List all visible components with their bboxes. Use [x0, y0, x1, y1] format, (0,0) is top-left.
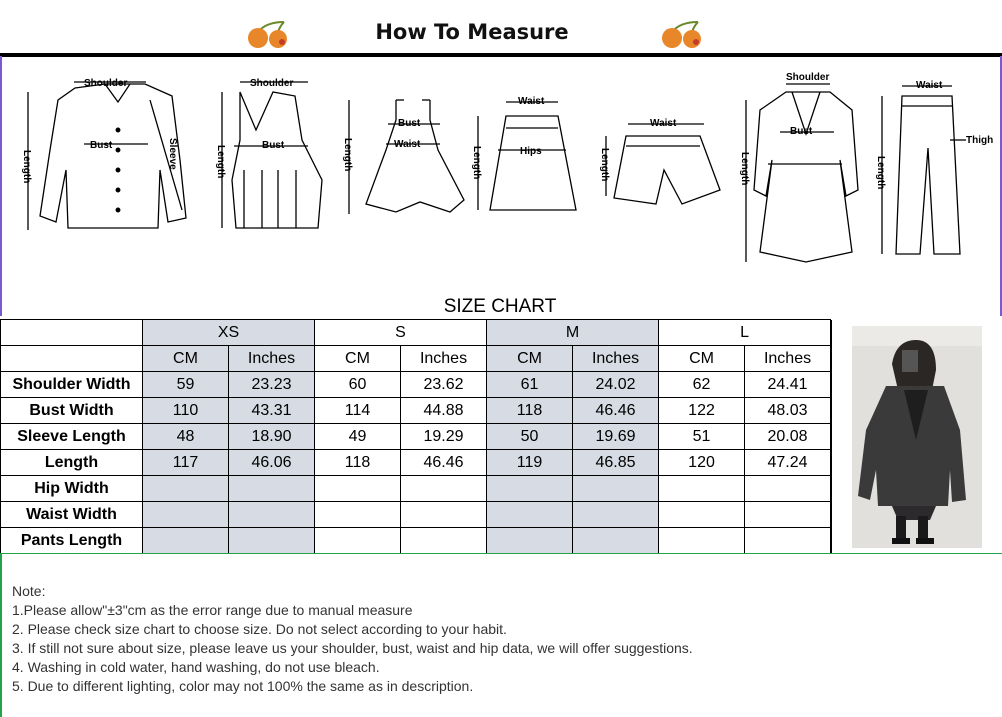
table-cell — [315, 476, 401, 502]
skirt-length-label: Length — [471, 146, 482, 180]
table-row — [1, 502, 831, 528]
skirt-waist-label: Waist — [518, 96, 545, 107]
table-cell — [487, 528, 573, 554]
row-label: Waist Width — [1, 502, 143, 528]
table-cell: 23.23 — [229, 372, 315, 398]
coat-diagram — [746, 84, 858, 262]
size-header-xs: XS — [143, 320, 315, 346]
table-cell: 51 — [659, 424, 745, 450]
table-cell — [143, 502, 229, 528]
note-line: 3. If still not sure about size, please leave us your shoulder, bust, waist and hip data, we will offer suggestions. — [12, 640, 693, 656]
table-cell — [745, 528, 831, 554]
table-cell: 49 — [315, 424, 401, 450]
size-chart-title: SIZE CHART — [443, 296, 557, 317]
row-label: Pants Length — [1, 528, 143, 554]
blouse-length-label: Length — [21, 150, 32, 184]
pants-diagram — [882, 86, 966, 254]
dress-length-label: Length — [342, 138, 353, 172]
notes-title: Note: — [12, 583, 46, 599]
table-cell — [659, 502, 745, 528]
tank-shoulder-label: Shoulder — [250, 78, 294, 89]
table-cell: 24.02 — [573, 372, 659, 398]
table-cell — [745, 476, 831, 502]
table-cell: 120 — [659, 450, 745, 476]
table-cell: 19.29 — [401, 424, 487, 450]
table-row — [1, 424, 831, 450]
phone-icon — [902, 350, 918, 372]
table-cell: 48.03 — [745, 398, 831, 424]
table-cell — [315, 528, 401, 554]
dress-waist-label: Waist — [394, 139, 421, 150]
table-cell — [401, 476, 487, 502]
unit-header: CM — [487, 346, 573, 372]
row-label: Sleeve Length — [1, 424, 143, 450]
measurement-diagrams — [0, 58, 1002, 300]
shorts-diagram — [606, 124, 720, 204]
unit-header: CM — [659, 346, 745, 372]
table-cell — [229, 502, 315, 528]
table-cell: 20.08 — [745, 424, 831, 450]
table-cell — [573, 476, 659, 502]
tank-diagram — [222, 82, 322, 228]
table-cell — [659, 528, 745, 554]
skirt-hips-label: Hips — [520, 146, 542, 157]
table-cell — [573, 528, 659, 554]
table-cell: 110 — [143, 398, 229, 424]
size-header-s: S — [315, 320, 487, 346]
table-row — [1, 398, 831, 424]
blouse-shoulder-label: Shoulder — [84, 78, 128, 89]
table-cell: 24.41 — [745, 372, 831, 398]
table-cell: 118 — [487, 398, 573, 424]
table-cell: 114 — [315, 398, 401, 424]
size-chart-table — [0, 319, 831, 554]
table-cell: 59 — [143, 372, 229, 398]
header — [0, 0, 1002, 56]
table-row — [1, 528, 831, 554]
notes-panel — [0, 553, 1002, 717]
pants-length-label: Length — [875, 156, 886, 190]
table-cell: 62 — [659, 372, 745, 398]
unit-header: CM — [315, 346, 401, 372]
page-title: How To Measure — [375, 20, 569, 44]
table-cell: 46.06 — [229, 450, 315, 476]
table-cell: 61 — [487, 372, 573, 398]
blouse-diagram — [28, 82, 186, 230]
header-divider — [0, 53, 1002, 57]
size-header-row — [1, 320, 831, 346]
table-cell: 60 — [315, 372, 401, 398]
size-header-m: M — [487, 320, 659, 346]
row-label: Bust Width — [1, 398, 143, 424]
size-table-body — [1, 372, 831, 554]
shorts-length-label: Length — [599, 148, 610, 182]
note-line: 4. Washing in cold water, hand washing, do not use bleach. — [12, 659, 380, 675]
table-cell: 19.69 — [573, 424, 659, 450]
row-label: Length — [1, 450, 143, 476]
dress-bust-label: Bust — [398, 118, 421, 129]
table-cell — [229, 528, 315, 554]
note-line: 5. Due to different lighting, color may not 100% the same as in description. — [12, 678, 474, 694]
tank-length-label: Length — [215, 145, 226, 179]
size-header-l: L — [659, 320, 831, 346]
table-cell: 46.46 — [401, 450, 487, 476]
unit-header: CM — [143, 346, 229, 372]
table-cell — [143, 528, 229, 554]
pants-waist-label: Waist — [916, 80, 943, 91]
unit-header: Inches — [745, 346, 831, 372]
table-cell — [659, 476, 745, 502]
table-cell — [401, 528, 487, 554]
cherry-icon — [244, 18, 294, 50]
table-cell — [487, 476, 573, 502]
corner-cell — [1, 346, 143, 372]
table-cell: 46.85 — [573, 450, 659, 476]
table-cell — [401, 502, 487, 528]
table-cell — [143, 476, 229, 502]
table-row — [1, 476, 831, 502]
coat-bust-label: Bust — [790, 126, 813, 137]
cherry-icon — [658, 18, 708, 50]
coat-length-label: Length — [739, 152, 750, 186]
shorts-waist-label: Waist — [650, 118, 677, 129]
table-cell — [315, 502, 401, 528]
table-cell — [487, 502, 573, 528]
pants-thigh-label: Thigh — [966, 135, 994, 146]
blouse-bust-label: Bust — [90, 140, 113, 151]
table-row — [1, 450, 831, 476]
tank-bust-label: Bust — [262, 140, 285, 151]
table-cell: 50 — [487, 424, 573, 450]
table-row — [1, 372, 831, 398]
corner-cell — [1, 320, 143, 346]
table-cell: 117 — [143, 450, 229, 476]
table-cell: 46.46 — [573, 398, 659, 424]
table-cell — [229, 476, 315, 502]
table-cell: 18.90 — [229, 424, 315, 450]
model-photo — [831, 320, 1002, 553]
note-line: 2. Please check size chart to choose size. Do not select according to your habit. — [12, 621, 507, 637]
table-cell: 23.62 — [401, 372, 487, 398]
table-cell: 44.88 — [401, 398, 487, 424]
row-label: Shoulder Width — [1, 372, 143, 398]
table-cell: 43.31 — [229, 398, 315, 424]
table-cell: 47.24 — [745, 450, 831, 476]
row-label: Hip Width — [1, 476, 143, 502]
unit-header: Inches — [573, 346, 659, 372]
unit-header: Inches — [401, 346, 487, 372]
table-cell: 118 — [315, 450, 401, 476]
table-cell: 122 — [659, 398, 745, 424]
note-line: 1.Please allow"±3"cm as the error range due to manual measure — [12, 602, 413, 618]
blouse-sleeve-label: Sleeve — [167, 138, 178, 170]
unit-header-row — [1, 346, 831, 372]
table-cell — [745, 502, 831, 528]
unit-header: Inches — [229, 346, 315, 372]
coat-shoulder-label: Shoulder — [786, 72, 830, 83]
table-cell: 48 — [143, 424, 229, 450]
table-cell — [573, 502, 659, 528]
table-cell: 119 — [487, 450, 573, 476]
